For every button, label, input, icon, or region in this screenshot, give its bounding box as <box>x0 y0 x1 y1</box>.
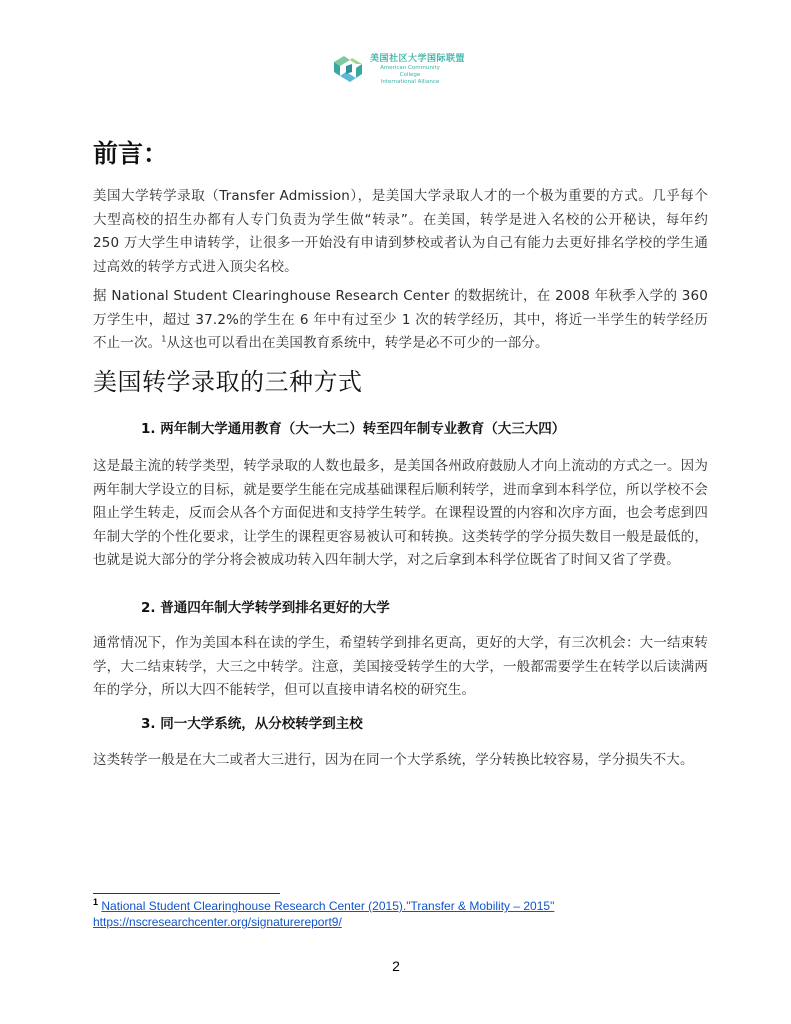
preface-title: 前言： <box>93 139 169 168</box>
header-logo <box>330 52 490 86</box>
method-1-heading: 1. 两年制大学通用教育（大一大二）转至四年制专业教育（大三大四） <box>141 421 566 437</box>
logo-english-line-2: International Alliance <box>380 79 440 85</box>
footnote-number: 1 <box>93 897 99 907</box>
footnote-divider <box>93 893 280 894</box>
footnote-reference[interactable]: 1 <box>161 334 167 344</box>
preface-paragraph-1: 美国大学转学录取（Transfer Admission），是美国大学录取人才的一个极为重要的方式。几乎每个大型高校的招生办都有人专门负责为学生做“转录”。在美国，转学是进入名校的公开秘诀，每年约 250 万大学生申请转学，让很多一开始没有申请到梦校或者认为自己有能力去更好排名学校的学生通过高效的转学方式进入顶尖名校。 <box>93 188 708 275</box>
logo-english-line-1: American Community College <box>380 65 440 78</box>
logo-chinese-name: 美国社区大学国际联盟 <box>370 54 466 64</box>
method-3-body: 这类转学一般是在大二或者大三进行，因为在同一个大学系统，学分转换比较容易，学分损失不大。 <box>93 752 694 768</box>
logo-text <box>370 54 490 86</box>
method-2-heading: 2. 普通四年制大学转学到排名更好的大学 <box>141 600 390 616</box>
footnote <box>93 898 713 930</box>
section-title: 美国转学录取的三种方式 <box>93 368 363 396</box>
method-3-heading: 3. 同一大学系统，从分校转学到主校 <box>141 716 363 732</box>
preface-paragraph-2 <box>93 285 708 356</box>
method-1-body: 这是最主流的转学类型，转学录取的人数也最多，是美国各州政府鼓励人才向上流动的方式之一。因为两年制大学设立的目标，就是要学生能在完成基础课程后顺利转学，进而拿到本科学位，所以学校不会阻止学生转走，反而会从各个方面促进和支持学生转学。在课程设置的内容和次序方面，也会考虑到四年制大学的个性化要求，让学生的课程更容易被认可和转换。这类转学的学分损失数目一般是最低的，也就是说大部分的学分将会被成功转入四年制大学，对之后拿到本科学位既省了时间又省了学费。 <box>93 458 708 568</box>
page-number: 2 <box>392 958 400 974</box>
alliance-logo-icon <box>330 52 366 86</box>
method-2-body: 通常情况下，作为美国本科在读的学生，希望转学到排名更高，更好的大学，有三次机会：大一结束转学，大二结束转学，大三之中转学。注意，美国接受转学生的大学，一般都需要学生在转学以后读满两年的学分，所以大四不能转学，但可以直接申请名校的研究生。 <box>93 635 708 698</box>
footnote-citation-link[interactable]: National Student Clearinghouse Research Center (2015)."Transfer & Mobility – 2015" <box>101 899 555 913</box>
preface-paragraph-2-tail: 从这也可以看出在美国教育系统中，转学是必不可少的一部分。 <box>166 335 549 351</box>
preface-paragraph-2-text: 据 National Student Clearinghouse Research Center 的数据统计，在 2008 年秋季入学的 360 万学生中，超过 37.2%的学生在 6 年中有过至少 1 次的转学经历，其中，将近一半学生的转学经历不止一次。 <box>93 288 708 351</box>
footnote-url-link[interactable]: https://nscresearchcenter.org/signaturereport9/ <box>93 915 342 929</box>
